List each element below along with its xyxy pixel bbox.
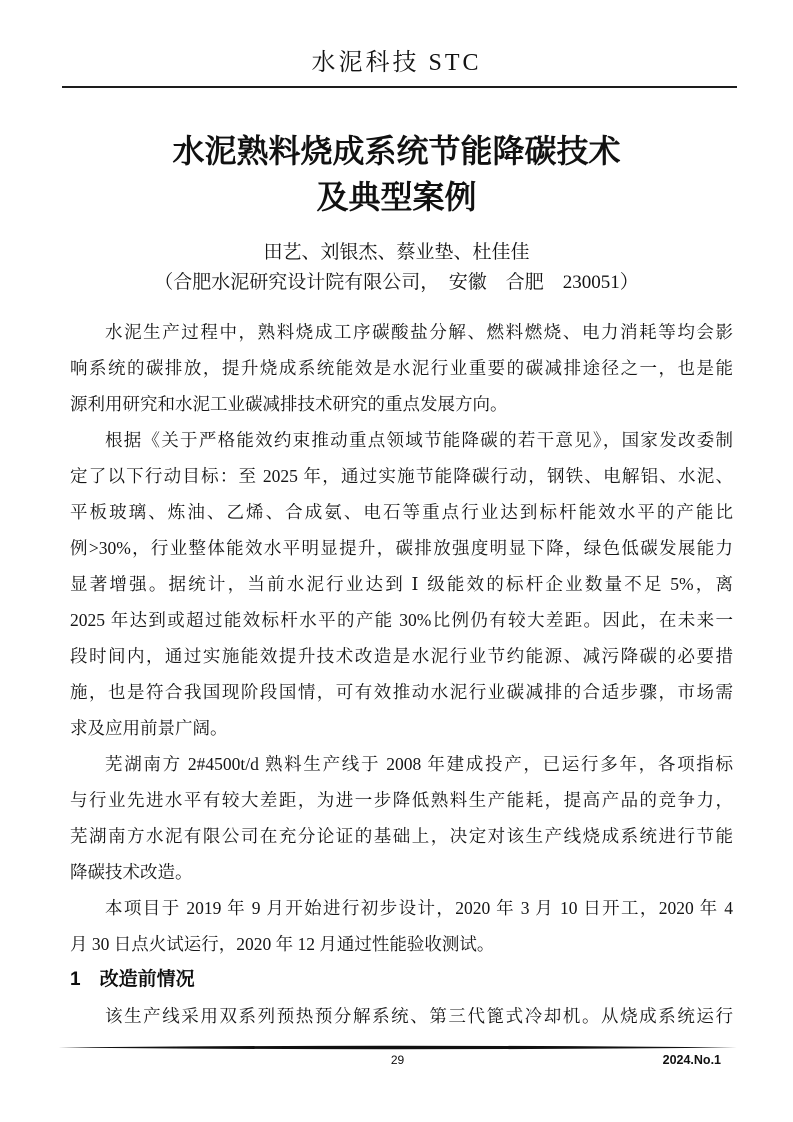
article-body	[70, 314, 733, 1034]
affiliation-line: （合肥水泥研究设计院有限公司， 安徽 合肥 230051）	[154, 272, 639, 293]
paragraph-line: 段时间内，通过实施能效提升技术改造是水泥行业节约能源、减污降碳的必要措	[70, 646, 733, 666]
paragraph-line: 平板玻璃、炼油、乙烯、合成氨、电石等重点行业达到标杆能效水平的产能比	[70, 502, 733, 522]
paragraph-line: 显著增强。据统计，当前水泥行业达到 Ⅰ 级能效的标杆企业数量不足 5%，离	[70, 574, 733, 594]
paragraph-line: 与行业先进水平有较大差距，为进一步降低熟料生产能耗，提高产品的竞争力，	[70, 790, 733, 810]
paragraph-line: 水泥生产过程中，熟料烧成工序碳酸盐分解、燃料燃烧、电力消耗等均会影	[105, 322, 733, 342]
paragraph-line: 例>30%，行业整体能效水平明显提升，碳排放强度明显下降，绿色低碳发展能力	[70, 538, 733, 558]
paragraph-line: 源利用研究和水泥工业碳减排技术研究的重点发展方向。	[70, 394, 508, 414]
paragraph-line: 根据《关于严格能效约束推动重点领域节能降碳的若干意见》，国家发改委制	[105, 430, 733, 450]
footer-rule	[58, 1044, 737, 1051]
issue-number: 2024.No.1	[662, 1053, 721, 1067]
authors-line: 田艺、刘银杰、蔡业垫、杜佳佳	[263, 242, 530, 263]
paragraph-line: 芜湖南方水泥有限公司在充分论证的基础上，决定对该生产线烧成系统进行节能	[70, 826, 733, 846]
article-title-line1: 水泥熟料烧成系统节能降碳技术	[172, 133, 621, 169]
header-rule	[62, 86, 737, 88]
footer-row	[58, 1053, 737, 1071]
paragraph-line: 月 30 日点火试运行，2020 年 12 月通过性能验收测试。	[70, 934, 495, 954]
paragraph-line: 定了以下行动目标：至 2025 年，通过实施节能降碳行动，钢铁、电解铝、水泥、	[70, 466, 733, 486]
paragraph	[70, 998, 733, 1034]
paragraph	[70, 314, 733, 422]
journal-header-title: 水泥科技 STC	[311, 50, 482, 76]
paragraph	[70, 422, 733, 746]
article-title-line2: 及典型案例	[316, 179, 477, 215]
section-heading: 1 改造前情况	[70, 969, 195, 990]
paragraph	[70, 746, 733, 890]
article-title	[0, 128, 793, 220]
paragraph-line: 降碳技术改造。	[70, 862, 193, 882]
paragraph-line: 响系统的碳排放，提升烧成系统能效是水泥行业重要的碳减排途径之一，也是能	[70, 358, 733, 378]
paragraph-line: 本项目于 2019 年 9 月开始进行初步设计，2020 年 3 月 10 日开工，2020 年 4	[105, 898, 733, 918]
paragraph-line: 2025 年达到或超过能效标杆水平的产能 30%比例仍有较大差距。因此，在未来一	[70, 610, 733, 630]
page-number: 29	[390, 1053, 405, 1067]
paragraph-line: 施，也是符合我国现阶段国情，可有效推动水泥行业碳减排的合适步骤，市场需	[70, 682, 733, 702]
paragraph-line: 求及应用前景广阔。	[70, 718, 228, 738]
paragraph	[70, 890, 733, 962]
paragraph-line: 该生产线采用双系列预热预分解系统、第三代篦式冷却机。从烧成系统运行	[105, 1006, 733, 1026]
page-footer	[58, 1044, 737, 1071]
paragraph-line: 芜湖南方 2#4500t/d 熟料生产线于 2008 年建成投产，已运行多年，各项指标	[105, 754, 733, 774]
